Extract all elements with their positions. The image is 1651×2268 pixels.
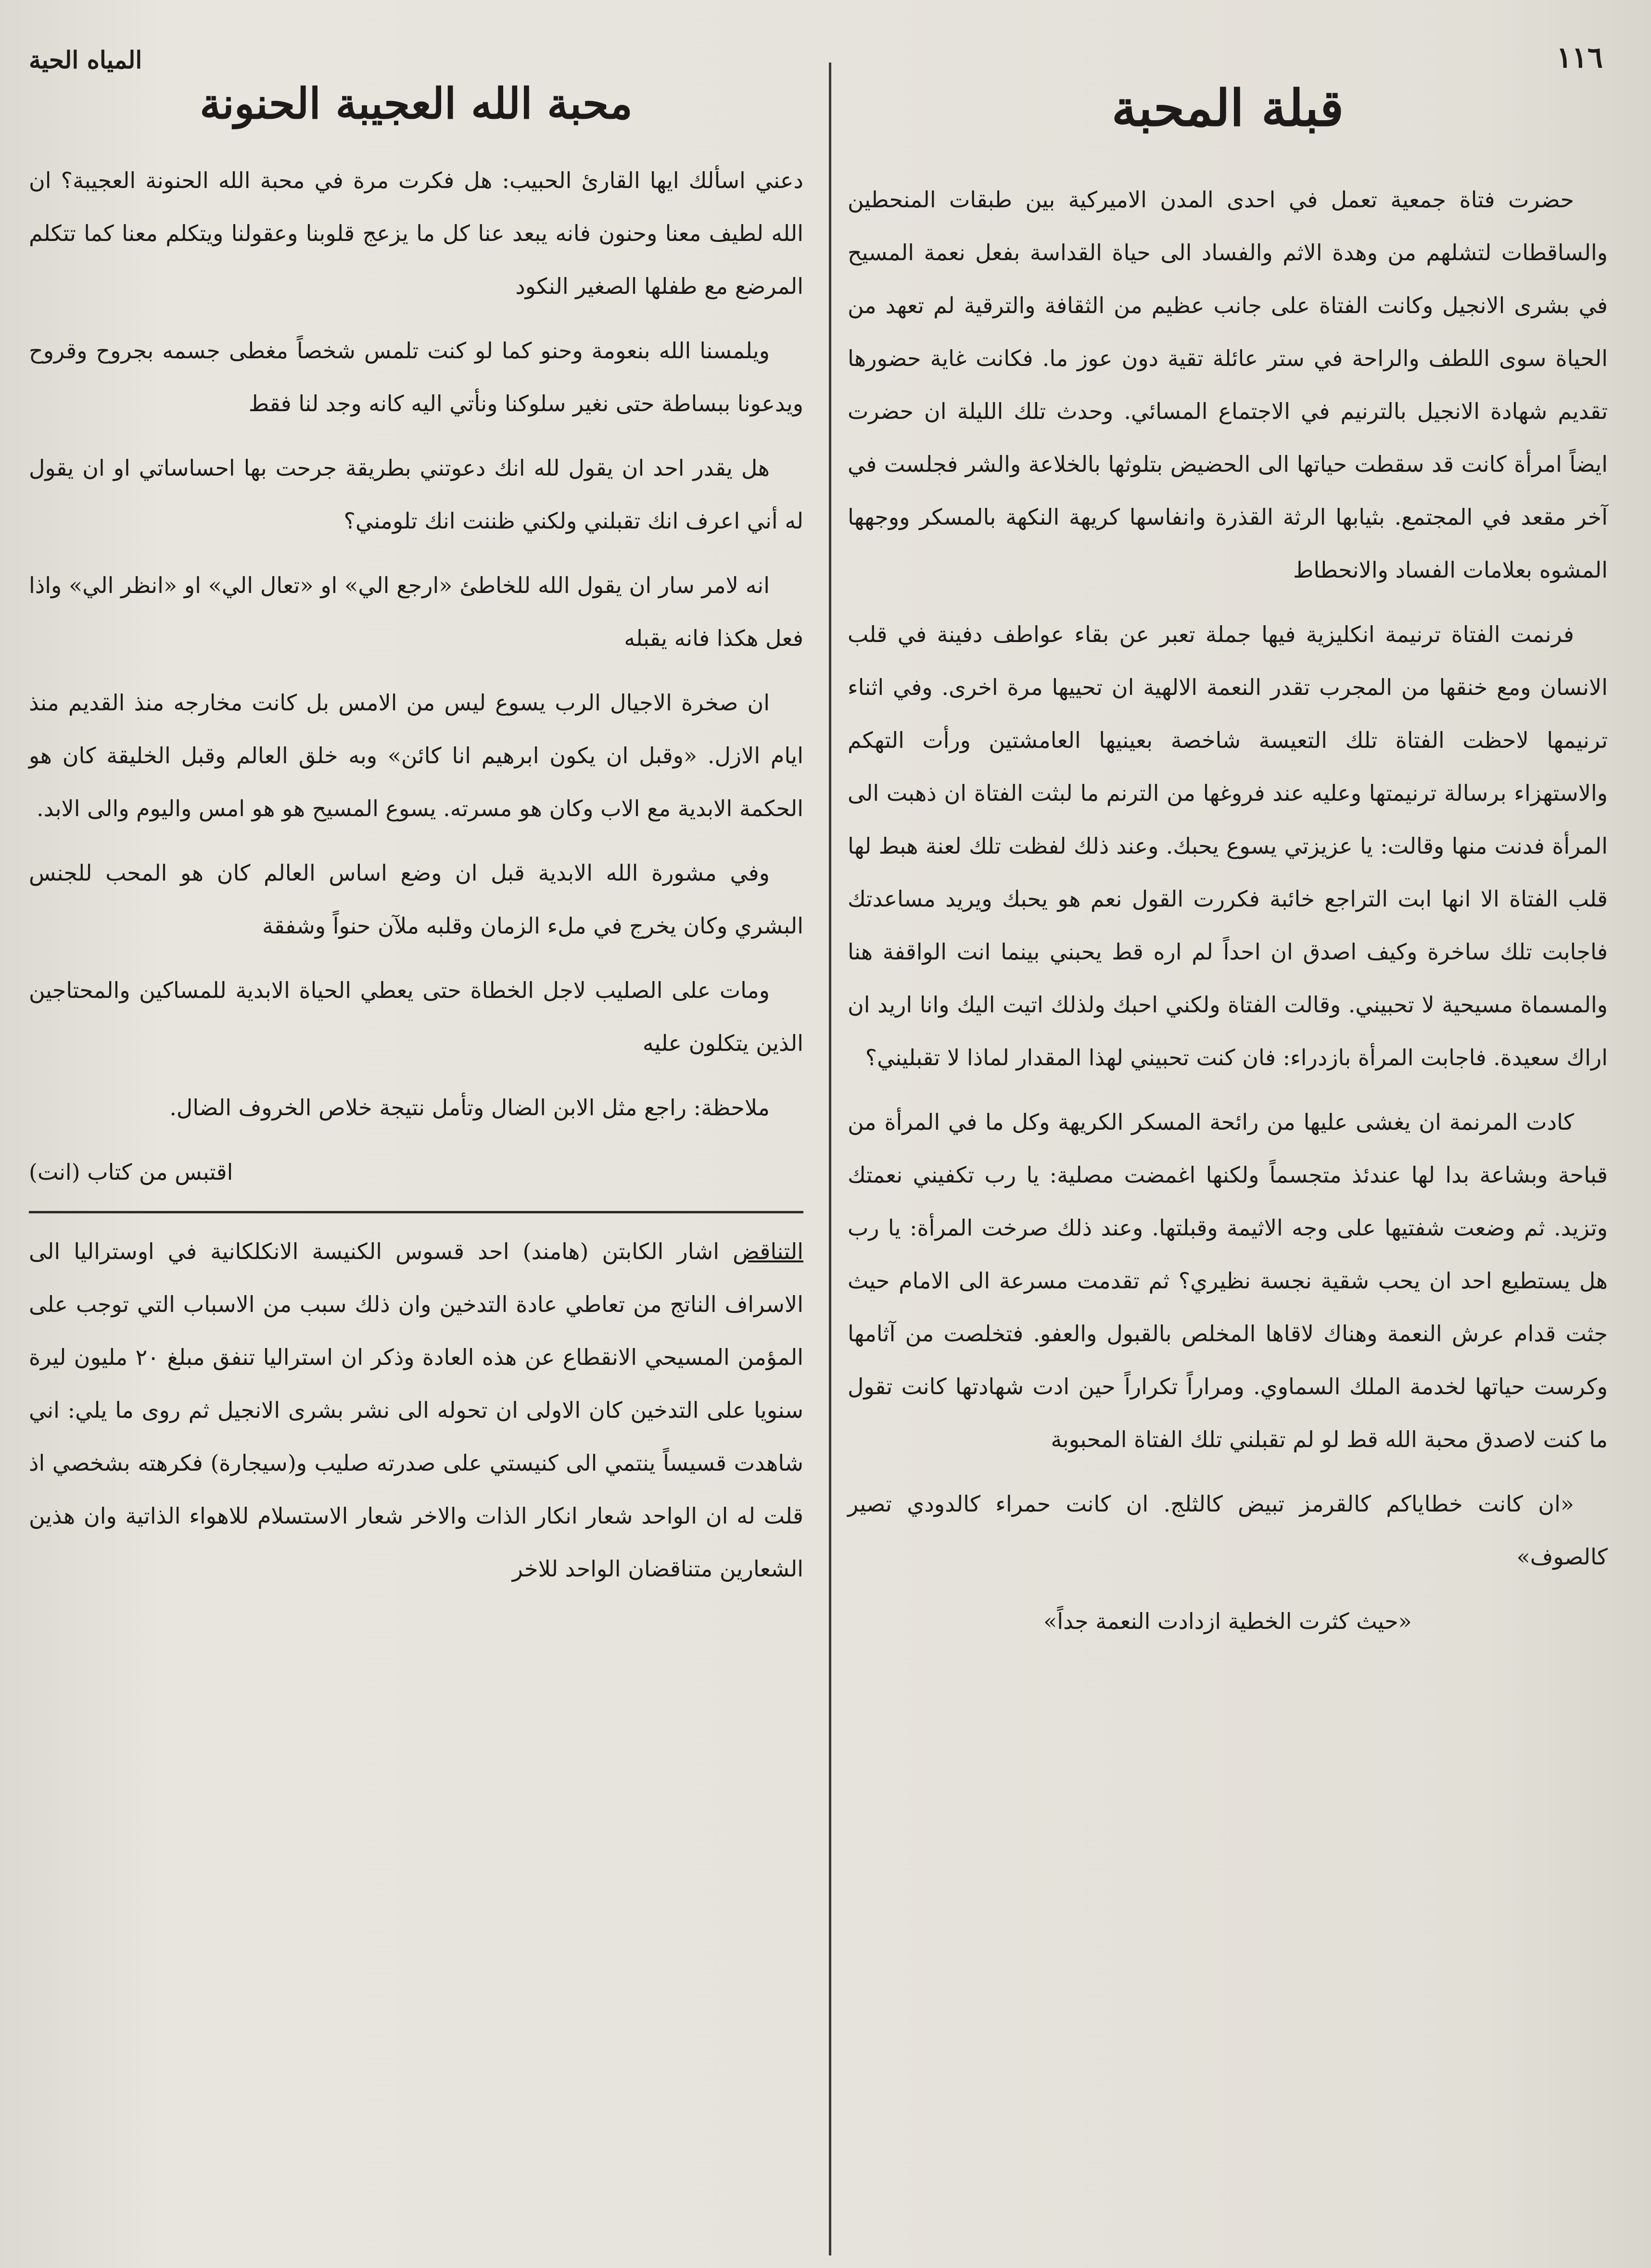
- scripture-quote: «ان كانت خطاياكم كالقرمز تبيض كالثلج. ان كانت حمراء كالدودي تصير كالصوف»: [848, 1491, 1608, 1570]
- source-line: [29, 1146, 803, 1198]
- note-paragraph: [29, 1225, 803, 1595]
- section-divider: [29, 1211, 803, 1213]
- article-title: محبة الله العجيبة الحنونة: [200, 78, 633, 128]
- running-header: المياه الحية: [29, 46, 142, 74]
- scripture-quote: «حيث كثرت الخطية ازدادت النعمة جداً»: [1043, 1608, 1412, 1634]
- column-divider: [829, 63, 831, 2255]
- note-text: اشار الكابتن (هامند) احد قسوس الكنيسة الانكلكانية في اوستراليا الى الاسراف الناتج من تعاطي عادة التدخين وان ذلك سبب من الاسباب التي توجب على المؤمن المسيحي الانقطاع عن هذه العادة وذكر ان استراليا تنفق مبلغ ٢٠ مليون ليرة سنويا على التدخين كان الاولى ان تحوله الى نشر بشرى الانجيل ثم روى ما يلي: اني شاهدت قسيساً ينتمي الى كنيستي على صدرته صليب و(سيجارة) فكرهته بشخصي اذ قلت له ان الواحد شعار انكار الذات والاخر شعار الاستسلام للاهواء الذاتية وان هذين الشعارين متناقضان الواحد للاخر: [29, 1238, 803, 1582]
- article-paragraph: ومات على الصليب لاجل الخطاة حتى يعطي الحياة الابدية للمساكين والمحتاجين الذين يتكلون عليه: [29, 977, 803, 1056]
- article-paragraph: حضرت فتاة جمعية تعمل في احدى المدن الاميركية بين طبقات المنحطين والساقطات لتشلهم من وهدة الاثم والفساد الى حياة القداسة بفعل نعمة المسيح في بشرى الانجيل وكانت الفتاة على جانب عظيم من الثقافة والترقية لم تعهد من الحياة سوى اللطف والراحة في ستر عائلة تقية دون عوز ما. فكانت غاية حضورها تقديم شهادة الانجيل بالترنيم في الاجتماع المسائي. وحدث تلك الليلة ان حضرت ايضاً امرأة كانت قد سقطت حياتها الى الحضيض بتلوثها بالخلاعة والشر فجلست في آخر مقعد في المجتمع. بثيابها الرثة القذرة وانفاسها كريهة النكهة بالمسكر ووجهها المشوه بعلامات الفساد والانحطاط: [848, 187, 1608, 583]
- page-number: ١١٦: [1556, 41, 1603, 75]
- article-paragraph: وفي مشورة الله الابدية قبل ان وضع اساس العالم كان هو المحب للجنس البشري وكان يخرج في ملء الزمان وقلبه ملآن حنواً وشفقة: [29, 860, 803, 939]
- article-paragraph: فرنمت الفتاة ترنيمة انكليزية فيها جملة تعبر عن بقاء عواطف دفينة في قلب الانسان ومع خنقها من المجرب تقدر النعمة الالهية ان تحييها مرة اخرى. وفي اثناء ترنيمها لاحظت الفتاة تلك التعيسة شاخصة بعينيها العامشتين ورأت التهكم والاستهزاء برسالة ترنيمتها وعليه عند فروغها من الترنم ما لبثت الفتاة ان ذهبت الى المرأة فدنت منها وقالت: يا عزيزتي يسوع يحبك. وعند ذلك لفظت تلك لعنة هبط لها قلب الفتاة الا انها ابت التراجع خائبة فكررت القول نعم هو يحبك ويريد مساعدتك فاجابت تلك ساخرة وكيف اصدق ان احداً لم اره قط يحبني بينما انت الواقفة هنا والمسماة مسيحية لا تحبيني. وقالت الفتاة ولكني احبك ولذلك اتيت اليك وانا اريد ان اراك سعيدة. فاجابت المرأة بازدراء: فان كنت تحبيني لهذا المقدار لماذا لا تقبليني؟: [848, 621, 1608, 1071]
- article-paragraph: كادت المرنمة ان يغشى عليها من رائحة المسكر الكريهة وكل ما في المرأة من قباحة وبشاعة بدا لها عندئذ متجسماً ولكنها اغمضت مصلية: يا رب تكفيني نعمتك وتزيد. ثم وضعت شفتيها على وجه الاثيمة وقبلتها. وعند ذلك صرخت المرأة: يا رب هل يستطيع احد ان يحب شقية نجسة نظيري؟ ثم تقدمت مسرعة الى الامام حيث جثت قدام عرش النعمة وهناك لاقاها المخلص بالقبول والعفو. فتخلصت من آثامها وكرست حياتها لخدمة الملك السماوي. ومراراً تكراراً حين ادت شهادتها كانت تقول ما كنت لاصدق محبة الله قط لو لم تقبلني تلك الفتاة المحبوبة: [848, 1109, 1608, 1452]
- source-citation: اقتبس من كتاب (انت): [29, 1159, 233, 1185]
- article-paragraph: ويلمسنا الله بنعومة وحنو كما لو كنت تلمس شخصاً مغطى جسمه بجروح وقروح ويدعونا ببساطة حتى نغير سلوكنا ونأتي اليه كانه وجد لنا فقط: [29, 338, 803, 416]
- left-article: [29, 72, 803, 1607]
- article-paragraph: ان صخرة الاجيال الرب يسوع ليس من الامس بل كانت مخارجه منذ القديم منذ ايام الازل. «وقبل ان يكون ابرهيم انا كائن» وبه خلق العالم وقبل الخليقة كان هو الحكمة الابدية مع الاب وكان هو مسرته. يسوع المسيح هو هو امس واليوم والى الابد.: [29, 690, 803, 821]
- right-article: [848, 72, 1608, 1659]
- article-note: ملاحظة: راجع مثل الابن الضال وتأمل نتيجة خلاص الخروف الضال.: [169, 1095, 770, 1121]
- note-label: التناقض: [733, 1238, 803, 1264]
- article-paragraph: هل يقدر احد ان يقول لله انك دعوتني بطريقة جرحت بها احساساتي او ان يقول له أني اعرف انك تقبلني ولكني ظننت انك تلومني؟: [29, 455, 803, 534]
- article-title: قبلة المحبة: [1111, 78, 1344, 138]
- article-paragraph: انه لامر سار ان يقول الله للخاطئ «ارجع الي» او «تعال الي» او «انظر الي» واذا فعل هكذا فانه يقبله: [29, 572, 803, 651]
- article-paragraph: دعني اسألك ايها القارئ الحبيب: هل فكرت مرة في محبة الله الحنونة العجيبة؟ ان الله لطيف معنا وحنون فانه يبعد عنا كل ما يزعج قلوبنا وعقولنا ويتكلم معنا كما تتكلم المرضع مع طفلها الصغير النكود: [29, 167, 803, 299]
